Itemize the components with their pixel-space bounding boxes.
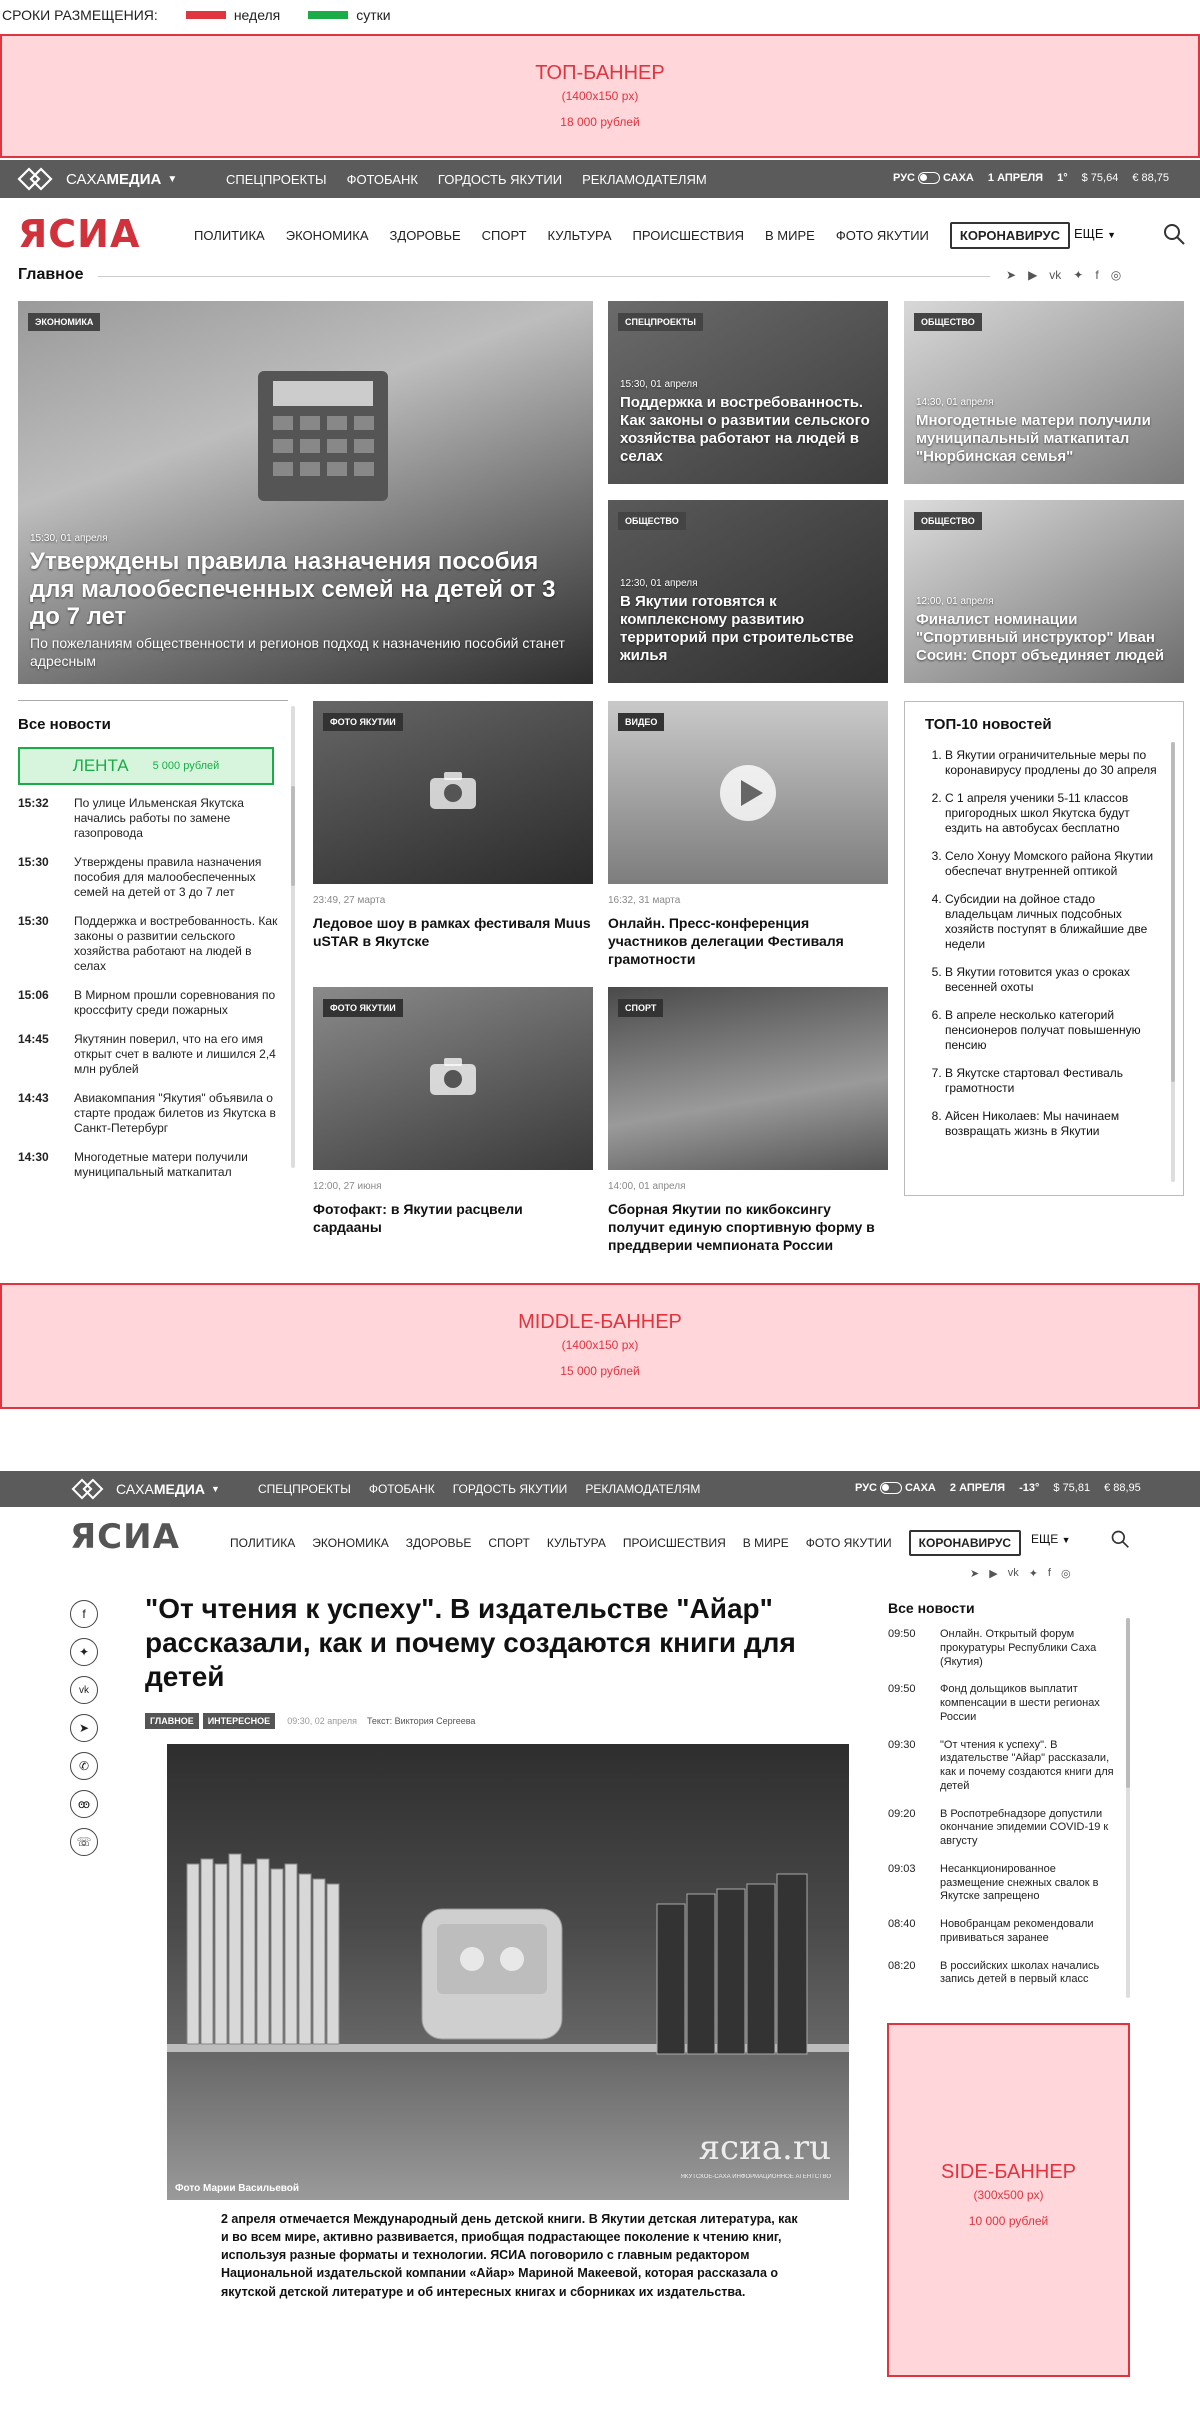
topnav-advertisers[interactable]: РЕКЛАМОДАТЕЛЯМ bbox=[585, 1482, 701, 1496]
nav-culture[interactable]: КУЛЬТУРА bbox=[546, 1536, 606, 1550]
list-item[interactable]: 1. В Якутии ограничительные меры по коронавирусу продлены до 30 апреля bbox=[945, 748, 1165, 778]
article-date: 16:32, 31 марта bbox=[608, 895, 681, 906]
usd-rate: $ 75,81 bbox=[1053, 1482, 1091, 1495]
tag-interesting[interactable]: ИНТЕРЕСНОЕ bbox=[203, 1713, 275, 1729]
top10-box bbox=[904, 701, 1184, 1196]
list-item[interactable]: 15:30 Утверждены правила назначения пособия для малообеспеченных семей на детей от 3 до 7 лет bbox=[18, 855, 262, 899]
article-author: Текст: Виктория Сергеева bbox=[366, 1716, 476, 1726]
section-divider bbox=[98, 276, 990, 277]
top10-scrollbar[interactable] bbox=[1171, 742, 1175, 1182]
article-tag[interactable]: ВИДЕО bbox=[618, 713, 664, 731]
lang-switch[interactable]: РУС САХА bbox=[893, 172, 974, 184]
hero-lead: По пожеланиям общественности и регионов подход к назначению пособий станет адресным bbox=[30, 635, 565, 669]
sakhamedia-logo[interactable] bbox=[72, 1479, 220, 1499]
card-title: Финалист номинации "Спортивный инструктор" Иван Сосин: Спорт объединяет людей bbox=[916, 611, 1165, 664]
top-banner[interactable] bbox=[0, 34, 1200, 158]
lenta-banner[interactable] bbox=[18, 747, 274, 785]
topnav-photobank[interactable]: ФОТОБАНК bbox=[346, 172, 418, 187]
books-stack-image bbox=[647, 1864, 837, 2064]
search-icon[interactable] bbox=[1110, 1529, 1130, 1549]
list-item[interactable]: 15:32 По улице Ильменская Якутска начались работы по замене газопровода bbox=[18, 796, 244, 840]
card-date: 12:30, 01 апреля bbox=[620, 578, 698, 589]
facebook-share-icon[interactable]: f bbox=[70, 1600, 98, 1628]
allnews-divider bbox=[18, 700, 288, 701]
hero-tag[interactable]: ЭКОНОМИКА bbox=[28, 313, 100, 331]
instagram-icon[interactable]: ◎ bbox=[1110, 268, 1122, 282]
chevron-down-icon[interactable]: ▼ bbox=[167, 173, 178, 185]
card-date: 12:00, 01 апреля bbox=[916, 596, 994, 607]
logo-part-a: САХА bbox=[66, 170, 107, 188]
card-date: 15:30, 01 апреля bbox=[620, 379, 698, 390]
nav-culture[interactable]: КУЛЬТУРА bbox=[547, 228, 612, 243]
list-item[interactable]: 2. С 1 апреля ученики 5-11 классов пригородных школ Якутска будут ездить на автобусах бесплатно bbox=[945, 791, 1165, 836]
youtube-icon[interactable]: ▶ bbox=[989, 1568, 998, 1580]
chevron-down-icon[interactable]: ▼ bbox=[210, 1484, 220, 1494]
article-title[interactable]: Онлайн. Пресс-конференция участников делегации Фестиваля грамотности bbox=[608, 915, 844, 968]
section-title: Главное bbox=[18, 266, 84, 283]
top-banner-price: 18 000 рублей bbox=[560, 115, 640, 129]
list-item[interactable]: 14:45 Якутянин поверил, что на его имя открыт счет в валюте и лишился 2,4 млн рублей bbox=[18, 1032, 276, 1076]
ysia-logo[interactable]: ЯСИА bbox=[70, 1517, 180, 1557]
coronavirus-button[interactable]: КОРОНАВИРУС bbox=[950, 222, 1070, 249]
twitter-icon[interactable]: ✦ bbox=[1073, 268, 1084, 282]
legend-day: сутки bbox=[356, 7, 391, 23]
list-item[interactable]: 09:50 Онлайн. Открытый форум прокуратуры Республики Саха (Якутия) bbox=[888, 1628, 1097, 1668]
card-title: Поддержка и востребованность. Как законы о развитии сельского хозяйства работают на людей в селах bbox=[620, 394, 870, 465]
books-image bbox=[187, 1834, 357, 2054]
allnews-scrollbar[interactable] bbox=[291, 706, 295, 1168]
chevron-down-icon: ▼ bbox=[1061, 1535, 1071, 1545]
news-card[interactable] bbox=[608, 500, 888, 683]
tag-main[interactable]: ГЛАВНОЕ bbox=[145, 1713, 199, 1729]
vk-icon[interactable]: vk bbox=[1007, 1567, 1019, 1579]
chevron-down-icon: ▼ bbox=[1107, 230, 1117, 240]
nav-incidents[interactable]: ПРОИСШЕСТВИЯ bbox=[622, 1536, 726, 1550]
middle-banner-title: MIDDLE-БАННЕР bbox=[518, 1311, 682, 1333]
card-tag[interactable]: ОБЩЕСТВО bbox=[914, 512, 982, 530]
lenta-price: 5 000 рублей bbox=[152, 760, 220, 772]
list-item[interactable]: 09:50 Фонд дольщиков выплатит компенсации в шести регионах России bbox=[888, 1683, 1100, 1723]
article-date: 14:00, 01 апреля bbox=[608, 1181, 686, 1192]
nav-photo[interactable]: ФОТО ЯКУТИИ bbox=[835, 228, 929, 243]
middle-banner-price: 15 000 рублей bbox=[560, 1364, 640, 1378]
legend-label: СРОКИ РАЗМЕЩЕНИЯ: bbox=[2, 7, 158, 23]
current-date: 2 АПРЕЛЯ bbox=[949, 1482, 1006, 1495]
card-tag[interactable]: ОБЩЕСТВО bbox=[914, 313, 982, 331]
allnews-list bbox=[18, 796, 278, 1179]
card-title: В Якутии готовятся к комплексному развитию территорий при строительстве жилья bbox=[620, 593, 854, 664]
middle-banner-size: (1400x150 px) bbox=[561, 1338, 639, 1352]
list-item[interactable]: 15:30 Поддержка и востребованность. Как законы о развитии сельского хозяйства работают на людей в селах bbox=[18, 914, 278, 973]
placement-legend bbox=[0, 0, 1200, 30]
list-item[interactable]: 09:30 "От чтения к успеху". В издательстве "Айар" рассказали, как и почему создаются книги для детей bbox=[888, 1738, 1114, 1792]
card-title: Многодетные матери получили муниципальный маткапитал "Нюрбинская семья" bbox=[916, 412, 1151, 465]
social-links bbox=[1006, 268, 1121, 282]
eur-rate: € 88,75 bbox=[1132, 172, 1170, 185]
camera-icon bbox=[428, 1055, 478, 1097]
topnav-specprojects[interactable]: СПЕЦПРОЕКТЫ bbox=[226, 172, 327, 187]
topnav-pride[interactable]: ГОРДОСТЬ ЯКУТИИ bbox=[437, 172, 563, 187]
nav-world[interactable]: В МИРЕ bbox=[765, 228, 815, 243]
list-item[interactable]: 09:20 В Роспотребнадзоре допустили окончание эпидемии COVID-19 к августу bbox=[888, 1807, 1109, 1847]
play-icon[interactable] bbox=[718, 763, 778, 823]
watermark-sub: ЯКУТСКОЕ-САХА ИНФОРМАЦИОННОЕ АГЕНТСТВО bbox=[680, 2174, 831, 2180]
vk-share-icon[interactable]: vk bbox=[70, 1676, 98, 1704]
list-item[interactable]: 8. Айсен Николаев: Мы начинаем возвращать жизнь в Якутии bbox=[945, 1109, 1165, 1139]
top10-list bbox=[925, 748, 1165, 1168]
chalkboard-toy-image bbox=[417, 1904, 567, 2044]
odnoklassniki-share-icon[interactable]: ꙭ bbox=[70, 1790, 98, 1818]
more-menu[interactable]: ЕЩЕ ▼ bbox=[1031, 1532, 1071, 1546]
media-topbar bbox=[0, 160, 1200, 198]
whatsapp-share-icon[interactable]: ✆ bbox=[70, 1752, 98, 1780]
sakhamedia-logo[interactable] bbox=[18, 168, 177, 190]
nav-sport[interactable]: СПОРТ bbox=[481, 228, 527, 243]
topnav-photobank[interactable]: ФОТОБАНК bbox=[368, 1482, 435, 1496]
allnews2-scrollbar[interactable] bbox=[1126, 1618, 1130, 1998]
nav-economy[interactable]: ЭКОНОМИКА bbox=[312, 1536, 389, 1550]
nav-photo[interactable]: ФОТО ЯКУТИИ bbox=[805, 1536, 892, 1550]
nav-politics[interactable]: ПОЛИТИКА bbox=[230, 1536, 296, 1550]
side-banner[interactable] bbox=[887, 2023, 1130, 2377]
article-title[interactable]: Сборная Якутии по кикбоксингу получит единую спортивную форму в преддверии чемпионата России bbox=[608, 1201, 875, 1254]
sakhamedia-diamond-icon bbox=[18, 168, 62, 190]
article-tag[interactable]: СПОРТ bbox=[618, 999, 663, 1017]
list-item[interactable]: 5. В Якутии готовится указ о сроках весенней охоты bbox=[945, 965, 1165, 995]
temperature: -13° bbox=[1019, 1482, 1040, 1495]
card-tag[interactable]: ОБЩЕСТВО bbox=[618, 512, 686, 530]
sakhamedia-diamond-icon bbox=[72, 1479, 112, 1499]
facebook-icon[interactable]: f bbox=[1047, 1567, 1051, 1579]
topnav-pride[interactable]: ГОРДОСТЬ ЯКУТИИ bbox=[452, 1482, 568, 1496]
logo-part-a: САХА bbox=[116, 1481, 154, 1497]
topnav-specprojects[interactable]: СПЕЦПРОЕКТЫ bbox=[258, 1482, 351, 1496]
search-icon[interactable] bbox=[1162, 222, 1186, 246]
nav-world[interactable]: В МИРЕ bbox=[742, 1536, 789, 1550]
allnews-title: Все новости bbox=[18, 716, 111, 733]
news-card[interactable] bbox=[904, 301, 1184, 484]
list-item[interactable]: 08:40 Новобранцам рекомендовали прививаться заранее bbox=[888, 1918, 1094, 1944]
telegram-share-icon[interactable]: ➤ bbox=[70, 1714, 98, 1742]
list-item[interactable]: 14:43 Авиакомпания "Якутия" объявила о старте продаж билетов из Якутска в Санкт-Петербург bbox=[18, 1091, 276, 1135]
list-item[interactable]: 09:03 Несанкционированное размещение снежных свалок в Якутске запрещено bbox=[888, 1862, 1099, 1903]
card-tag[interactable]: СПЕЦПРОЕКТЫ bbox=[618, 313, 703, 331]
hero-title: Утверждены правила назначения пособия для малообеспеченных семей на детей от 3 до 7 лет bbox=[30, 548, 556, 631]
article-meta bbox=[145, 1713, 475, 1729]
article-title[interactable]: Ледовое шоу в рамках фестиваля Muus uSTAR в Якутске bbox=[313, 915, 591, 950]
article-photo[interactable] bbox=[608, 987, 888, 1170]
article-photo bbox=[167, 1744, 849, 2200]
nav-politics[interactable]: ПОЛИТИКА bbox=[194, 228, 265, 243]
article-photo[interactable] bbox=[313, 987, 593, 1170]
list-item[interactable]: 6. В апреле несколько категорий пенсионеров получат повышенную пенсию bbox=[945, 1008, 1165, 1053]
side-banner-title: SIDE-БАННЕР bbox=[941, 2161, 1076, 2183]
more-menu[interactable]: ЕЩЕ ▼ bbox=[1074, 226, 1117, 241]
nav-health[interactable]: ЗДОРОВЬЕ bbox=[389, 228, 461, 243]
article-body: 2 апреля отмечается Международный день детской книги. В Якутии детская литература, как и во всем мире, активно развивается, приобщая подрастающее поколение к чтению книг, используя разные форматы и технологии. ЯСИА поговорило с главным редактором Национальной издательской компании «Айар» Мариной Макеевой, которая рассказала о якутской детской литературе и об интересных книгах и сборниках их издательства. bbox=[221, 2212, 798, 2299]
article-photo[interactable] bbox=[608, 701, 888, 884]
article-date: 12:00, 27 июня bbox=[313, 1181, 382, 1192]
top-banner-size: (1400x150 px) bbox=[561, 89, 639, 103]
instagram-icon[interactable]: ◎ bbox=[1060, 1568, 1071, 1580]
topnav-advertisers[interactable]: РЕКЛАМОДАТЕЛЯМ bbox=[582, 172, 707, 187]
list-item[interactable]: 7. В Якутске стартовал Фестиваль грамотности bbox=[945, 1066, 1165, 1096]
youtube-icon[interactable]: ▶ bbox=[1028, 268, 1038, 282]
article-date: 09:30, 02 апреля bbox=[287, 1716, 357, 1726]
nav-health[interactable]: ЗДОРОВЬЕ bbox=[405, 1536, 472, 1550]
telegram-icon[interactable]: ➤ bbox=[970, 1568, 980, 1580]
allnews2-title: Все новости bbox=[888, 1600, 975, 1616]
media-topbar-article bbox=[0, 1471, 1200, 1507]
current-date: 1 АПРЕЛЯ bbox=[987, 172, 1044, 185]
article-photo[interactable] bbox=[313, 701, 593, 884]
viber-share-icon[interactable]: ☏ bbox=[70, 1828, 98, 1856]
nav-incidents[interactable]: ПРОИСШЕСТВИЯ bbox=[632, 228, 744, 243]
ysia-logo[interactable]: ЯСИА bbox=[18, 212, 141, 256]
list-item[interactable]: 15:06 В Мирном прошли соревнования по кроссфиту среди пожарных bbox=[18, 988, 276, 1017]
allnews2-list bbox=[888, 1628, 1120, 1996]
middle-banner[interactable] bbox=[0, 1283, 1200, 1409]
article-date: 23:49, 27 марта bbox=[313, 895, 386, 906]
card-date: 14:30, 01 апреля bbox=[916, 397, 994, 408]
twitter-icon[interactable]: ✦ bbox=[1028, 1568, 1038, 1580]
news-card[interactable] bbox=[608, 301, 888, 484]
nav-sport[interactable]: СПОРТ bbox=[488, 1536, 530, 1550]
social-links bbox=[970, 1567, 1071, 1580]
nav-economy[interactable]: ЭКОНОМИКА bbox=[285, 228, 369, 243]
top10-title: ТОП-10 новостей bbox=[925, 716, 1052, 733]
article-tag[interactable]: ФОТО ЯКУТИИ bbox=[323, 713, 403, 731]
coronavirus-button[interactable]: КОРОНАВИРУС bbox=[909, 1530, 1021, 1556]
legend-week: неделя bbox=[233, 7, 281, 23]
vk-icon[interactable]: vk bbox=[1049, 268, 1062, 282]
top-banner-title: ТОП-БАННЕР bbox=[535, 62, 665, 84]
list-item[interactable]: 14:30 Многодетные матери получили муниципальный маткапитал bbox=[18, 1150, 248, 1179]
day-swatch bbox=[308, 11, 348, 19]
usd-rate: $ 75,64 bbox=[1081, 172, 1119, 185]
telegram-icon[interactable]: ➤ bbox=[1006, 268, 1017, 282]
temperature: 1° bbox=[1057, 172, 1068, 185]
hero-card[interactable] bbox=[18, 301, 593, 684]
hero-date: 15:30, 01 апреля bbox=[30, 533, 108, 545]
lenta-label: ЛЕНТА bbox=[72, 756, 129, 775]
side-banner-size: (300x500 px) bbox=[973, 2188, 1044, 2202]
article-title: "От чтения к успеху". В издательстве "Айар" рассказали, как и почему создаются книги для детей bbox=[145, 1593, 796, 1693]
week-swatch bbox=[186, 11, 226, 19]
article-tag[interactable]: ФОТО ЯКУТИИ bbox=[323, 999, 403, 1017]
list-item[interactable]: 4. Субсидии на дойное стадо владельцам личных подсобных хозяйств поступят в ближайшие две недели bbox=[945, 892, 1165, 952]
lang-switch[interactable]: РУС САХА bbox=[855, 1482, 936, 1494]
facebook-icon[interactable]: f bbox=[1095, 268, 1099, 282]
list-item[interactable]: 08:20 В российских школах начались запись детей в первый класс bbox=[888, 1959, 1100, 1986]
camera-icon bbox=[428, 769, 478, 811]
logo-part-b: МЕДИА bbox=[106, 170, 162, 188]
news-card[interactable] bbox=[904, 500, 1184, 683]
eur-rate: € 88,95 bbox=[1104, 1482, 1141, 1495]
twitter-share-icon[interactable]: ✦ bbox=[70, 1638, 98, 1666]
logo-part-b: МЕДИА bbox=[153, 1481, 205, 1497]
calculator-image bbox=[218, 361, 418, 511]
article-title[interactable]: Фотофакт: в Якутии расцвели сардааны bbox=[313, 1201, 523, 1236]
watermark: ясиа.ru bbox=[698, 2128, 831, 2168]
photo-credit: Фото Марии Васильевой bbox=[175, 2183, 300, 2194]
list-item[interactable]: 3. Село Хонуу Момского района Якутии обеспечат внутренней оптикой bbox=[945, 849, 1165, 879]
side-banner-price: 10 000 рублей bbox=[968, 2214, 1049, 2228]
